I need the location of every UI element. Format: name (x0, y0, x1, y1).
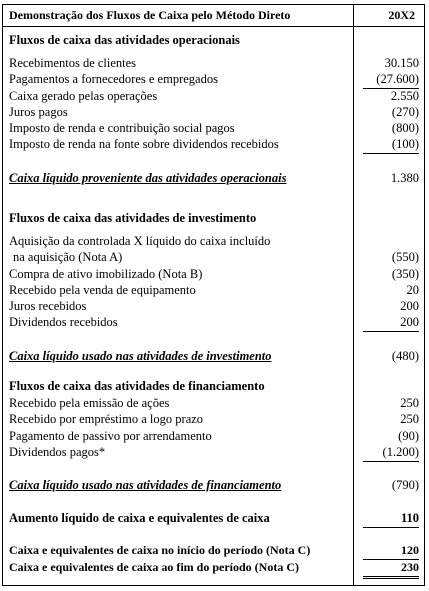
row-value: 20 (406, 283, 419, 297)
row-label: na aquisição (Nota A) (13, 250, 123, 264)
row-label: Aquisição da controlada X líquido do caixa incluído (9, 234, 271, 248)
financing-total-value: (790) (391, 478, 419, 492)
row-value: 30.150 (384, 56, 419, 70)
table-row (9, 411, 419, 428)
investing-total-value: (480) (391, 349, 419, 363)
table-row (9, 444, 419, 461)
financing-heading-row (9, 378, 419, 395)
cash-start-value: 120 (363, 542, 419, 560)
row-value: (350) (391, 267, 419, 281)
investing-heading-row (9, 210, 419, 227)
row-value: 200 (400, 299, 419, 313)
row-label: Dividendos pagos* (9, 445, 106, 459)
operating-total-row (9, 170, 419, 187)
table-row (9, 282, 419, 299)
investing-heading: Fluxos de caixa das atividades de investimento (9, 211, 257, 225)
operating-heading-row (9, 32, 419, 49)
cash-start-row (9, 542, 419, 559)
table-row (9, 314, 419, 331)
row-label: Pagamento de passivo por arrendamento (9, 429, 212, 443)
row-value: (27.600) (363, 71, 419, 89)
financing-heading: Fluxos de caixa das atividades de financiamento (9, 379, 265, 393)
row-label: Dividendos recebidos (9, 315, 118, 329)
table-row (9, 136, 419, 153)
row-label: Recebimentos de clientes (9, 56, 137, 70)
row-value: 250 (400, 396, 419, 410)
row-label: Juros pagos (9, 105, 68, 119)
table-row (9, 120, 419, 137)
net-increase-label: Aumento líquido de caixa e equivalentes de caixa (9, 511, 270, 525)
table-row (9, 71, 419, 88)
row-label: Pagamentos a fornecedores e empregados (9, 72, 218, 86)
row-value: (1.200) (363, 444, 419, 462)
row-label: Caixa gerado pelas operações (9, 89, 158, 103)
cash-end-value: 230 (363, 559, 419, 579)
year-header: 20X2 (388, 8, 415, 22)
row-label: Compra de ativo imobilizado (Nota B) (9, 267, 203, 281)
table-row (9, 88, 419, 105)
table-row (9, 55, 419, 72)
operating-total-label: Caixa líquido proveniente das atividades operacionais (9, 171, 287, 185)
statement-title: Demonstração dos Fluxos de Caixa pelo Método Direto (9, 8, 291, 22)
cash-end-label: Caixa e equivalentes de caixa ao fim do período (Nota C) (9, 560, 299, 574)
financing-total-label: Caixa líquido usado nas atividades de financiamento (9, 478, 282, 492)
cash-end-row (9, 559, 419, 576)
table-row (9, 104, 419, 121)
row-value: (800) (391, 121, 419, 135)
row-label: Recebido pela emissão de ações (9, 396, 170, 410)
row-value: (90) (398, 429, 419, 443)
row-value: 250 (400, 412, 419, 426)
operating-total-value: 1.380 (390, 171, 419, 185)
table-row (9, 395, 419, 412)
investing-total-row (9, 348, 419, 365)
row-value: (550) (391, 250, 419, 264)
cash-start-label: Caixa e equivalentes de caixa no início do período (Nota C) (9, 543, 311, 557)
row-value: (270) (391, 105, 419, 119)
header-row (9, 7, 419, 24)
row-label: Imposto de renda e contribuição social pagos (9, 121, 235, 135)
cash-flow-statement-table (2, 4, 425, 586)
net-increase-row (9, 510, 419, 527)
operating-heading: Fluxos de caixa das atividades operacionais (9, 33, 240, 47)
net-increase-value: 110 (363, 510, 419, 528)
table-row (9, 249, 419, 266)
row-label: Imposto de renda na fonte sobre dividendos recebidos (9, 137, 279, 151)
row-value: 200 (363, 314, 419, 332)
row-label: Recebido por empréstimo a logo prazo (9, 412, 204, 426)
row-label: Juros recebidos (9, 299, 87, 313)
investing-total-label: Caixa líquido usado nas atividades de investimento (9, 349, 272, 363)
table-row (9, 428, 419, 445)
row-value: (100) (363, 136, 419, 154)
row-value: 2.550 (390, 89, 419, 103)
table-row (9, 233, 419, 250)
financing-total-row (9, 477, 419, 494)
row-label: Recebido pela venda de equipamento (9, 283, 196, 297)
header-divider (3, 26, 424, 27)
table-row (9, 266, 419, 283)
table-row (9, 298, 419, 315)
